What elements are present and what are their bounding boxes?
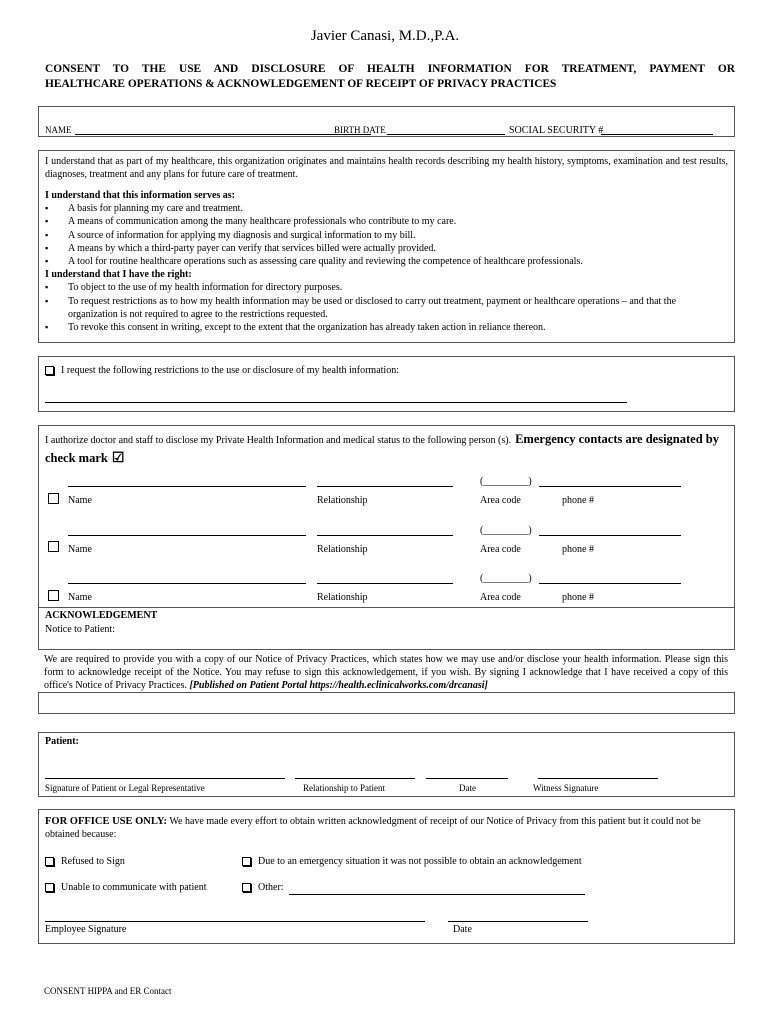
serves-list	[45, 202, 728, 268]
contact-1-name-field[interactable]	[68, 486, 306, 487]
contact-3-area-paren: (_________)	[480, 573, 532, 584]
office-date-field[interactable]	[448, 921, 588, 922]
restrictions-field[interactable]	[45, 402, 627, 403]
authorization-box	[38, 425, 735, 608]
employee-signature-field[interactable]	[45, 921, 425, 922]
name-label: NAME	[45, 125, 72, 135]
contact-1-name-label: Name	[68, 495, 92, 506]
refused-label: Refused to Sign	[61, 856, 125, 867]
list-item: ▪ A basis for planning my care and treatment.	[45, 202, 728, 215]
patient-signature-field[interactable]	[45, 778, 285, 779]
acknowledgement-heading: ACKNOWLEDGEMENT	[45, 610, 158, 621]
contact-1-area-paren: (_________)	[480, 476, 532, 487]
contact-3-relationship-label: Relationship	[317, 592, 368, 603]
contact-3-relationship-field[interactable]	[317, 583, 453, 584]
restrictions-label	[45, 364, 399, 377]
understanding-box	[38, 150, 735, 343]
emergency-note: Emergency contacts are designated by check mark	[45, 432, 719, 465]
identity-box	[38, 106, 735, 137]
employee-signature-label: Employee Signature	[45, 924, 127, 935]
relationship-field[interactable]	[295, 778, 415, 779]
portal-link[interactable]: [Published on Patient Portal https://health.eclinicalworks.com/drcanasi]	[189, 680, 488, 691]
contact-2-phone-field[interactable]	[539, 535, 681, 536]
contact-1-checkbox[interactable]	[48, 493, 59, 504]
contact-2-phone-label: phone #	[562, 544, 594, 555]
office-date-label: Date	[453, 924, 472, 935]
unable-label: Unable to communicate with patient	[61, 882, 207, 893]
contact-2-relationship-field[interactable]	[317, 535, 453, 536]
other-checkbox[interactable]	[242, 883, 251, 892]
option-emergency[interactable]	[242, 856, 582, 867]
contact-3-phone-label: phone #	[562, 592, 594, 603]
checkmark-icon: ☑	[111, 451, 125, 466]
refused-checkbox[interactable]	[45, 857, 54, 866]
acknowledgement-blank-box	[38, 692, 735, 714]
rights-heading: I understand that I have the right:	[45, 269, 192, 281]
patient-label: Patient:	[45, 736, 79, 747]
contact-2-name-label: Name	[68, 544, 92, 555]
list-item: ▪ To request restrictions as to how my health information may be used or disclosed to carry out treatment, payment or healthcare operations – and that the organization is not required to agree to the restrictions requested.	[45, 295, 728, 322]
contact-2-relationship-label: Relationship	[317, 544, 368, 555]
acknowledgement-body	[44, 653, 728, 692]
birth-date-label: BIRTH DATE	[334, 125, 386, 135]
office-use-statement: We have made every effort to obtain written acknowledgment of receipt of our Notice of Privacy from this patient but it could not be obtained because:	[45, 816, 701, 840]
restrictions-checkbox[interactable]	[45, 366, 54, 375]
acknowledgement-text: We are required to provide you with a copy of our Notice of Privacy Practices, which states how we may use and/or disclose your health information. Please sign this form to acknowledge receipt of the Notice. You may refuse to sign this acknowledgement, if you wish. By signing I acknowledge that I have received a copy of this office's Notice of Privacy Practices.	[44, 654, 728, 691]
ssn-label: SOCIAL SECURITY #	[509, 125, 604, 136]
contact-1-phone-field[interactable]	[539, 486, 681, 487]
name-field[interactable]	[75, 134, 371, 135]
contact-1-relationship-field[interactable]	[317, 486, 453, 487]
serves-heading: I understand that this information serves as:	[45, 190, 236, 201]
practice-title: Javier Canasi, M.D.,P.A.	[310, 28, 460, 44]
restrictions-label-text: I request the following restrictions to the use or disclosure of my health information:	[61, 365, 399, 376]
restrictions-box	[38, 356, 735, 412]
contact-3-name-label: Name	[68, 592, 92, 603]
contact-1-relationship-label: Relationship	[317, 495, 368, 506]
form-heading	[45, 62, 735, 92]
date-field[interactable]	[426, 778, 508, 779]
footer-text: CONSENT HIPPA and ER Contact	[44, 986, 172, 996]
form-heading-line1: CONSENT TO THE USE AND DISCLOSURE OF HEALTH INFORMATION FOR TREATMENT, PAYMENT OR	[45, 63, 735, 75]
form-heading-line2: HEALTHCARE OPERATIONS & ACKNOWLEDGEMENT OF RECEIPT OF PRIVACY PRACTICES	[45, 78, 557, 90]
option-unable[interactable]	[45, 882, 207, 893]
contact-1-phone-label: phone #	[562, 495, 594, 506]
other-field[interactable]	[289, 894, 585, 895]
list-item: ▪ A means of communication among the many healthcare professionals who contribute to my care.	[45, 215, 728, 228]
relationship-label: Relationship to Patient	[303, 783, 385, 793]
unable-checkbox[interactable]	[45, 883, 54, 892]
ssn-field[interactable]	[601, 134, 713, 135]
list-item: ▪ A means by which a third-party payer can verify that services billed were actually provided.	[45, 242, 728, 255]
contact-3-area-label: Area code	[480, 592, 521, 603]
acknowledgement-sub: Notice to Patient:	[45, 624, 115, 635]
understanding-intro: I understand that as part of my healthcare, this organization originates and maintains health records describing my health history, symptoms, examination and test results, diagnoses, treatment and any plans for future care of treatment.	[45, 156, 728, 180]
patient-signature-label: Signature of Patient or Legal Representative	[45, 783, 205, 793]
option-refused[interactable]	[45, 856, 125, 867]
contact-2-checkbox[interactable]	[48, 541, 59, 552]
contact-2-area-label: Area code	[480, 544, 521, 555]
list-item: ▪ To revoke this consent in writing, except to the extent that the organization has already taken action in reliance thereon.	[45, 321, 728, 334]
authorization-statement: I authorize doctor and staff to disclose my Private Health Information and medical status to the following person (s).	[45, 435, 512, 446]
patient-box	[38, 732, 735, 797]
office-use-heading: FOR OFFICE USE ONLY:	[45, 816, 168, 827]
witness-signature-field[interactable]	[538, 778, 658, 779]
contact-1-area-label: Area code	[480, 495, 521, 506]
rights-list	[45, 281, 728, 334]
contact-3-name-field[interactable]	[68, 583, 306, 584]
office-use-box	[38, 809, 735, 944]
other-label: Other:	[258, 882, 284, 893]
contact-3-phone-field[interactable]	[539, 583, 681, 584]
date-label: Date	[459, 783, 476, 793]
list-item: ▪ A tool for routine healthcare operations such as assessing care quality and reviewing the competence of healthcare professionals.	[45, 255, 728, 268]
list-item: ▪ To object to the use of my health information for directory purposes.	[45, 281, 728, 294]
witness-signature-label: Witness Signature	[533, 783, 599, 793]
option-other[interactable]	[242, 882, 284, 893]
authorization-text	[45, 430, 729, 467]
contact-2-area-paren: (_________)	[480, 525, 532, 536]
emergency-checkbox[interactable]	[242, 857, 251, 866]
birth-date-field[interactable]	[387, 134, 505, 135]
contact-2-name-field[interactable]	[68, 535, 306, 536]
contact-3-checkbox[interactable]	[48, 590, 59, 601]
list-item: ▪ A source of information for applying my diagnosis and surgical information to my bill.	[45, 229, 728, 242]
acknowledgement-box	[38, 608, 735, 650]
emergency-label: Due to an emergency situation it was not possible to obtain an acknowledgement	[258, 856, 582, 867]
office-use-text	[45, 815, 729, 841]
